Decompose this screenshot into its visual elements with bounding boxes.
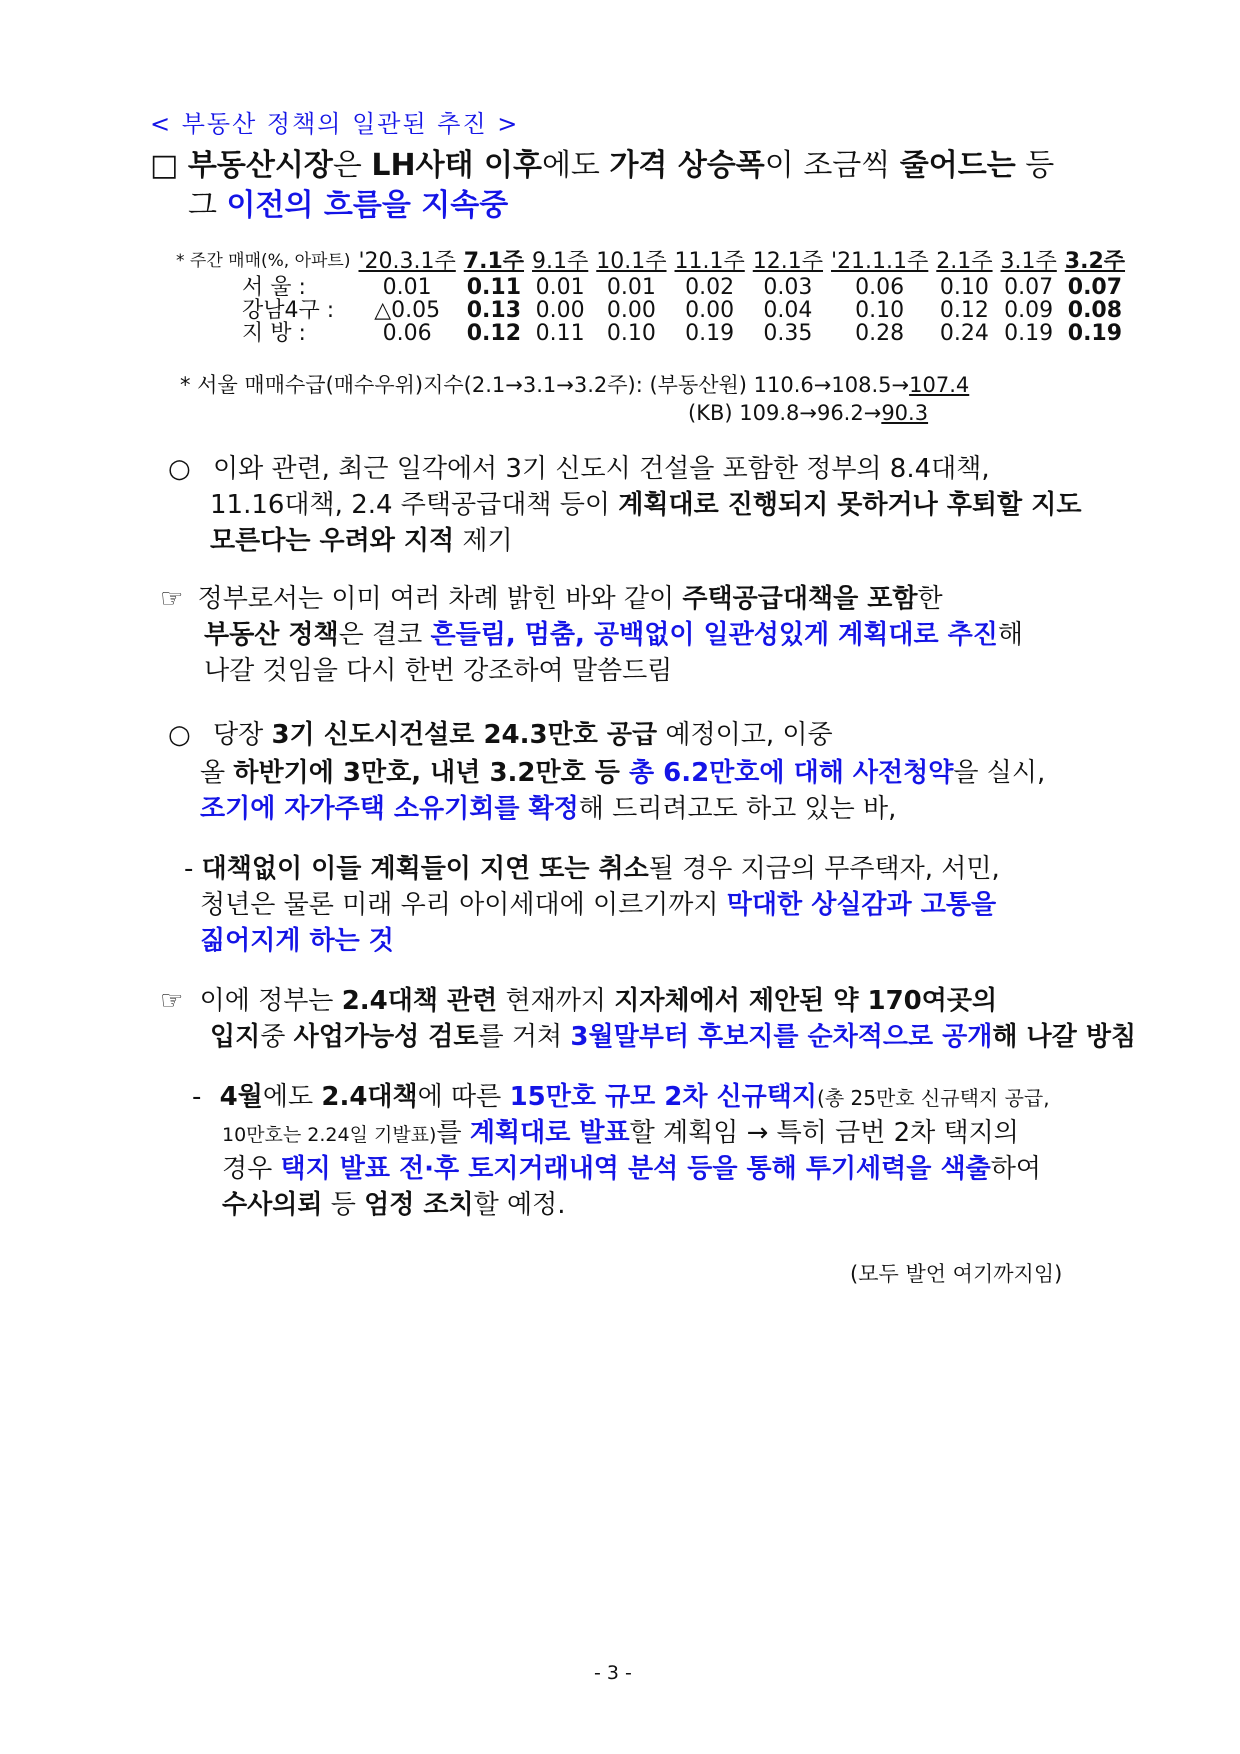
pointing-hand-icon: ☞ — [160, 986, 184, 1016]
paragraph-commitment-line2: 부동산 정책은 결코 흔들림, 멈춤, 공백없이 일관성있게 계획대로 추진해 — [204, 620, 1023, 650]
table-cell: 0.07 — [1004, 275, 1054, 300]
table-cell: 0.04 — [763, 298, 813, 323]
table-row — [172, 276, 1129, 299]
section-title: < 부동산 정책의 일관된 추진 > — [150, 110, 520, 138]
table-cell: 0.10 — [606, 321, 656, 346]
table-cell: 0.12 — [466, 321, 522, 346]
pointing-hand-icon: ☞ — [160, 584, 184, 614]
table-cell: 0.11 — [535, 321, 585, 346]
paragraph-new-site-line2: 10만호는 2.24일 기발표)를 계획대로 발표할 계획임 → 특히 금번 2차 택지의 — [222, 1118, 1019, 1148]
paragraph-new-town-line3: 조기에 자가주택 소유기회를 확정해 드리려고도 하고 있는 바, — [200, 794, 897, 824]
table-cell: 0.02 — [685, 275, 735, 300]
row-label: 지 방 : — [242, 321, 306, 346]
table-cell: 0.01 — [382, 275, 432, 300]
table-header: 3.1주 — [1000, 249, 1057, 274]
table-cell: 0.01 — [535, 275, 585, 300]
table-cell: 0.03 — [763, 275, 813, 300]
table-header: '21.1.1주 — [831, 249, 929, 274]
supply-index-note-line2: (KB) 109.8→96.2→90.3 — [688, 401, 929, 425]
paragraph-commitment-line3: 나갈 것임을 다시 한번 강조하여 말씀드림 — [204, 656, 673, 686]
table-cell: 0.06 — [382, 321, 432, 346]
row-label: 강남4구 : — [242, 298, 335, 323]
table-cell: 0.10 — [855, 298, 905, 323]
table-cell: 0.09 — [1004, 298, 1054, 323]
table-cell: 0.06 — [855, 275, 905, 300]
table-cell: 0.19 — [1004, 321, 1054, 346]
paragraph-market-line2: 그 이전의 흐름을 지속중 — [188, 188, 509, 223]
table-header: 10.1주 — [596, 249, 667, 274]
table-header: 2.1주 — [936, 249, 993, 274]
table-cell: 0.11 — [466, 275, 522, 300]
table-header: 12.1주 — [752, 249, 824, 274]
table-header-row — [172, 250, 1129, 276]
paragraph-market-line1: □ 부동산시장은 LH사태 이후에도 가격 상승폭이 조금씩 줄어드는 등 — [150, 148, 1055, 183]
table-cell: 0.12 — [939, 298, 989, 323]
paragraph-concern-line3: 모른다는 우려와 지적 제기 — [210, 526, 513, 556]
paragraph-new-town-line1: ○ 당장 3기 신도시건설로 24.3만호 공급 예정이고, 이중 — [168, 720, 833, 750]
table-header: 7.1주 — [463, 249, 525, 274]
table-cell: 0.19 — [1067, 321, 1123, 346]
paragraph-risk-line3: 짊어지게 하는 것 — [200, 926, 394, 956]
table-cell: 0.01 — [606, 275, 656, 300]
table-header: 3.2주 — [1064, 249, 1126, 274]
row-label: 서 울 : — [242, 275, 306, 300]
table-cell: 0.19 — [685, 321, 735, 346]
table-header: 9.1주 — [532, 249, 589, 274]
table-header: 11.1주 — [674, 249, 745, 274]
table-cell: 0.00 — [535, 298, 585, 323]
table-row — [172, 299, 1129, 322]
weekly-price-table — [172, 250, 1129, 345]
paragraph-new-site-line3: 경우 택지 발표 전·후 토지거래내역 분석 등을 통해 투기세력을 색출하여 — [222, 1154, 1041, 1184]
paragraph-commitment-line1: ☞ 정부로서는 이미 여러 차례 밝힌 바와 같이 주택공급대책을 포함한 — [160, 584, 943, 614]
table-cell: 0.00 — [685, 298, 735, 323]
table-cell: 0.07 — [1067, 275, 1123, 300]
table-caption: * 주간 매매(%, 아파트) — [176, 251, 351, 271]
table-cell: 0.13 — [466, 298, 522, 323]
paragraph-concern-line1: ○ 이와 관련, 최근 일각에서 3기 신도시 건설을 포함한 정부의 8.4대책, — [168, 454, 990, 484]
paragraph-candidate-line1: ☞ 이에 정부는 2.4대책 관련 현재까지 지자체에서 제안된 약 170여곳의 — [160, 986, 998, 1016]
paragraph-risk-line2: 청년은 물론 미래 우리 아이세대에 이르기까지 막대한 상실감과 고통을 — [200, 890, 997, 920]
paragraph-concern-line2: 11.16대책, 2.4 주택공급대책 등이 계획대로 진행되지 못하거나 후퇴할 지도 — [210, 490, 1082, 520]
table-cell: 0.24 — [939, 321, 989, 346]
table-header: '20.3.1주 — [358, 249, 456, 274]
paragraph-candidate-line2: 입지중 사업가능성 검토를 거쳐 3월말부터 후보지를 순차적으로 공개해 나갈 방침 — [210, 1022, 1137, 1052]
table-cell: △0.05 — [374, 298, 441, 323]
table-cell: 0.08 — [1067, 298, 1123, 323]
table-row — [172, 322, 1129, 345]
paragraph-risk-line1: - 대책없이 이들 계획들이 지연 또는 취소될 경우 지금의 무주택자, 서민, — [184, 854, 1000, 884]
supply-index-note-line1: * 서울 매매수급(매수우위)지수(2.1→3.1→3.2주): (부동산원) 110.6→108.5→107.4 — [180, 373, 970, 397]
paragraph-new-town-line2: 올 하반기에 3만호, 내년 3.2만호 등 총 6.2만호에 대해 사전청약을 실시, — [200, 758, 1046, 788]
checkbox-icon: □ — [150, 148, 179, 183]
table-cell: 0.10 — [939, 275, 989, 300]
table-cell: 0.35 — [763, 321, 813, 346]
paragraph-new-site-line4: 수사의뢰 등 엄정 조치할 예정. — [222, 1190, 566, 1220]
bullet-icon: ○ — [168, 454, 191, 484]
closing-remark: (모두 발언 여기까지임) — [850, 1262, 1063, 1286]
page-number: - 3 - — [594, 1662, 632, 1684]
table-cell: 0.28 — [855, 321, 905, 346]
paragraph-new-site-line1: - 4월에도 2.4대책에 따른 15만호 규모 2차 신규택지(총 25만호 신규택지 공급, — [192, 1082, 1050, 1112]
table-cell: 0.00 — [606, 298, 656, 323]
bullet-icon: ○ — [168, 720, 191, 750]
